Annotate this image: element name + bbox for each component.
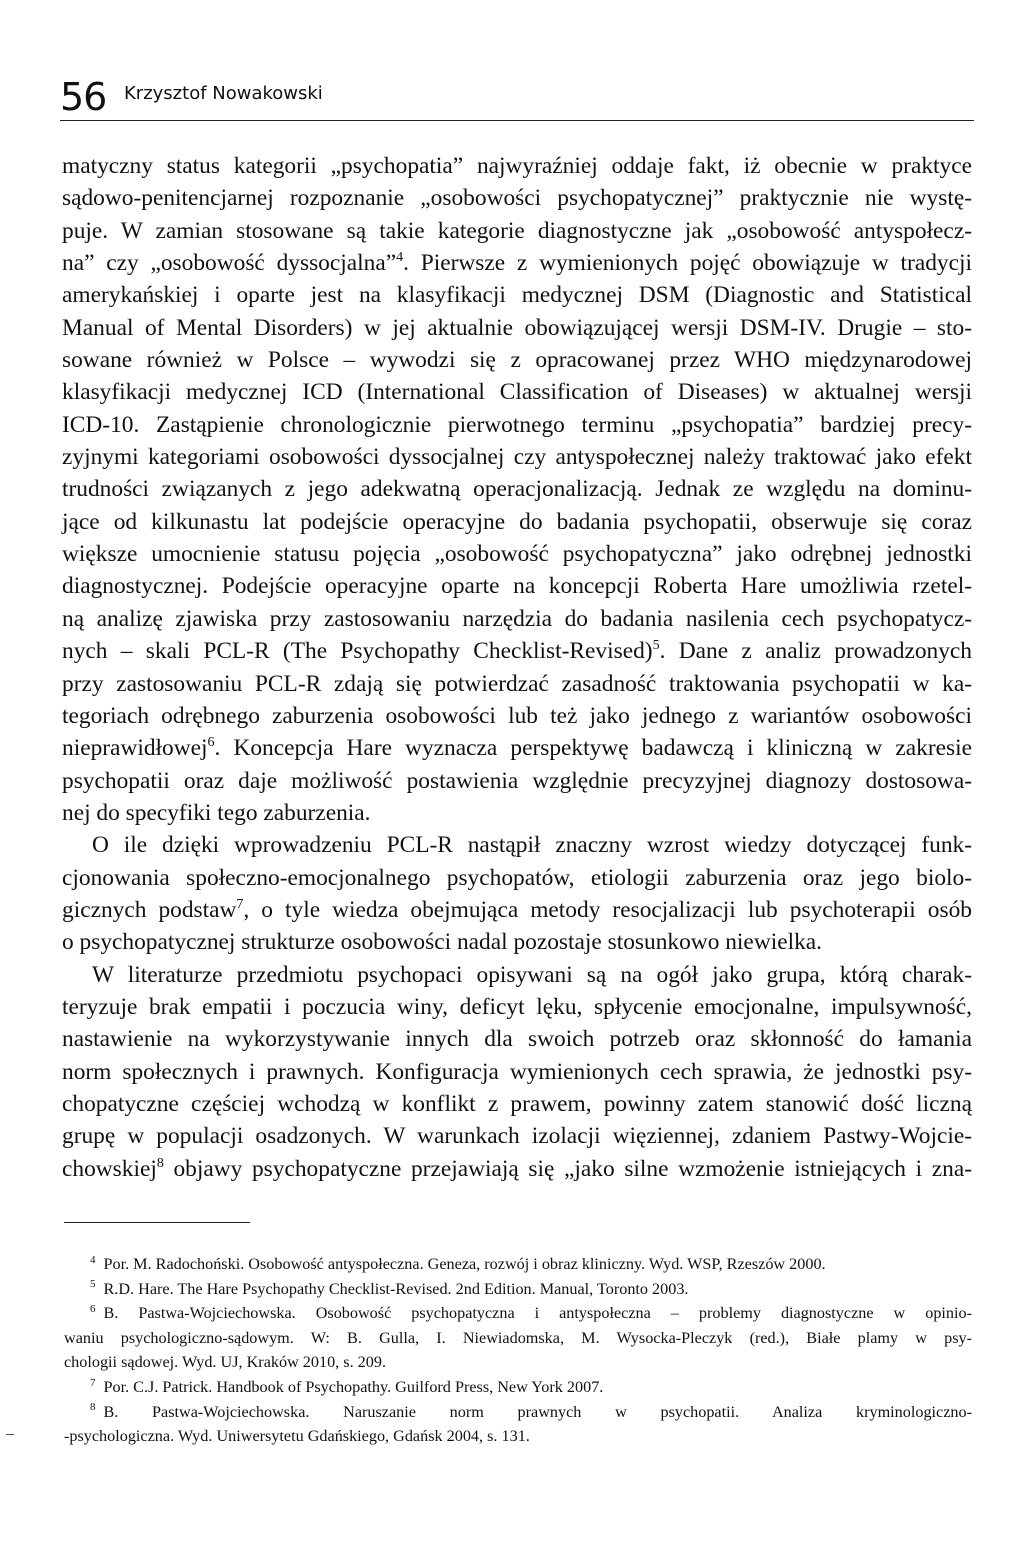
body-line: nej do specyfiki tego zaburzenia.	[62, 799, 371, 826]
body-line: grupę w populacji osadzonych. W warunkach izolacji więziennej, zdaniem Pastwy-Wojcie-	[62, 1123, 972, 1150]
running-head-author: Krzysztof Nowakowski	[124, 83, 323, 104]
body-line: jące od kilkunastu lat podejście operacyjne do badania psychopatii, obserwuje się coraz	[62, 508, 972, 535]
body-line: zyjnymi kategoriami osobowości dyssocjalnej czy antyspołecznej należy traktować jako efekt	[62, 444, 972, 471]
line-text: . Koncepcja Hare wyznacza perspektywę badawczą i kliniczną w zakresie	[214, 735, 972, 762]
footnote-6-cont: waniu psychologiczno-sądowym. W: B. Gulla, I. Niewiadomska, M. Wysocka-Pleczyk (red.), Białe plamy w psy-	[64, 1328, 972, 1347]
footnote-text: Por. M. Radochoński. Osobowość antyspołeczna. Geneza, rozwój i obraz kliniczny. Wyd. WSP, Rzeszów 2000.	[103, 1255, 826, 1273]
body-line	[62, 247, 972, 279]
line-text: , o tyle wiedza obejmująca metody resocjalizacji lub psychoterapii osób	[243, 896, 972, 923]
line-text: na” czy „osobowość dyssocjalna”	[62, 250, 397, 277]
footnote-text: R.D. Hare. The Hare Psychopathy Checklist-Revised. 2nd Edition. Manual, Toronto 2003.	[103, 1279, 689, 1298]
body-line: tegoriach odrębnego zaburzenia osobowości lub też jako jednego z wariantów osobowości	[62, 702, 972, 729]
body-line: norm społecznych i prawnych. Konfiguracja wymienionych cech sprawia, że jednostki psy-	[62, 1058, 972, 1085]
footnote-ref-7: 7	[236, 897, 244, 913]
footnote-text: Por. C.J. Patrick. Handbook of Psychopathy. Guilford Press, New York 2007.	[103, 1377, 604, 1396]
body-line: Manual of Mental Disorders) w jej aktualnie obowiązującej wersji DSM-IV. Drugie – sto-	[62, 314, 972, 341]
body-line	[62, 1153, 972, 1185]
body-line: o psychopatycznej strukturze osobowości nadal pozostaje stosunkowo niewielka.	[62, 929, 823, 956]
footnote-number: 5	[90, 1278, 96, 1291]
body-line: matyczny status kategorii „psychopatia” najwyraźniej oddaje fakt, iż obecnie w praktyce	[62, 153, 972, 179]
footnote-ref-8: 8	[156, 1155, 164, 1171]
footnote-4	[64, 1252, 972, 1277]
footnote-number: 8	[90, 1401, 96, 1414]
footnote-ref-6: 6	[207, 735, 215, 751]
footnote-number: 4	[90, 1253, 96, 1266]
body-line: psychopatii oraz daje możliwość postawienia względnie precyzyjnej diagnozy dostosowa-	[62, 767, 972, 794]
footnotes	[64, 1252, 972, 1449]
line-text: gicznych podstaw	[62, 896, 237, 923]
body-line: diagnostycznej. Podejście operacyjne oparte na koncepcji Roberta Hare umożliwia rzetel-	[62, 573, 972, 600]
footnote-6-cont: chologii sądowej. Wyd. UJ, Kraków 2010, s. 209.	[64, 1353, 386, 1372]
footnote-8-cont: -psychologiczna. Wyd. Uniwersytetu Gdańskiego, Gdańsk 2004, s. 131.	[64, 1427, 530, 1446]
body-line	[62, 894, 972, 926]
footnote-separator	[64, 1222, 250, 1223]
body-line: chopatyczne częściej wchodzą w konflikt z prawem, powinny zatem stanowić dość liczną	[62, 1090, 972, 1117]
body-line: klasyfikacji medycznej ICD (International Classification of Diseases) w aktualnej wersji	[62, 379, 972, 406]
body-line: sowane również w Polsce – wywodzi się z opracowanej przez WHO międzynarodowej	[62, 347, 972, 374]
line-text: . Pierwsze z wymienionych pojęć obowiązuje w tradycji	[403, 250, 972, 277]
footnote-8	[64, 1400, 972, 1425]
body-line	[62, 732, 972, 764]
line-text: chowskiej	[62, 1155, 157, 1182]
body-line: O ile dzięki wprowadzeniu PCL-R nastąpił znaczny wzrost wiedzy dotyczącej funk-	[92, 832, 972, 859]
body-line: W literaturze przedmiotu psychopaci opisywani są na ogół jako grupa, którą charak-	[92, 961, 972, 988]
body-line: ICD-10. Zastąpienie chronologicznie pierwotnego terminu „psychopatia” bardziej precy-	[62, 411, 972, 438]
line-text: objawy psychopatyczne przejawiają się „jako silne wzmożenie istniejących i zna-	[173, 1155, 972, 1182]
line-text: nieprawidłowej	[62, 735, 208, 762]
footnote-5	[64, 1277, 972, 1302]
footnote-ref-4: 4	[396, 250, 404, 266]
body-line: sądowo-penitencjarnej rozpoznanie „osobowości psychopatycznej” praktycznie nie wystę-	[62, 185, 972, 212]
page-number: 56	[60, 75, 107, 119]
body-line: większe umocnienie statusu pojęcia „osobowość psychopatyczna” jako odrębnej jednostki	[62, 541, 972, 568]
body-line	[62, 635, 972, 667]
footnote-text: B. Pastwa-Wojciechowska. Naruszanie norm prawnych w psychopatii. Analiza kryminologiczno-	[103, 1402, 972, 1421]
running-head	[60, 74, 974, 121]
footnote-text: B. Pastwa-Wojciechowska. Osobowość psychopatyczna i antyspołeczna – problemy diagnostyczne w opinio-	[103, 1304, 972, 1323]
footnote-number: 6	[90, 1302, 96, 1315]
margin-mark	[6, 1434, 14, 1435]
body-line: puje. W zamian stosowane są takie kategorie diagnostyczne jak „osobowość antyspołecz-	[62, 217, 972, 244]
body-line: trudności związanych z jego adekwatną operacjonalizacją. Jednak ze względu na dominu-	[62, 476, 972, 503]
body-text	[62, 150, 972, 1185]
body-line: cjonowania społeczno-emocjonalnego psychopatów, etiologii zaburzenia oraz jego biolo-	[62, 864, 972, 891]
line-text: nych – skali PCL-R (The Psychopathy Checklist-Revised)	[62, 638, 653, 665]
footnote-6	[64, 1301, 972, 1326]
body-line: amerykańskiej i oparte jest na klasyfikacji medycznej DSM (Diagnostic and Statistical	[62, 282, 972, 309]
body-line: ną analizę zjawiska przy zastosowaniu narzędzia do badania nasilenia cech psychopatycz-	[62, 605, 972, 632]
body-line: nastawienie na wykorzystywanie innych dla swoich potrzeb oraz skłonność do łamania	[62, 1026, 972, 1053]
footnote-7	[64, 1375, 972, 1400]
footnote-ref-5: 5	[652, 638, 660, 654]
footnote-number: 7	[90, 1376, 96, 1389]
body-line: teryzuje brak empatii i poczucia winy, deficyt lęku, spłycenie emocjonalne, impulsywność,	[62, 993, 972, 1020]
line-text: . Dane z analiz prowadzonych	[659, 638, 972, 665]
body-line: przy zastosowaniu PCL-R zdają się potwierdzać zasadność traktowania psychopatii w ka-	[62, 670, 972, 697]
